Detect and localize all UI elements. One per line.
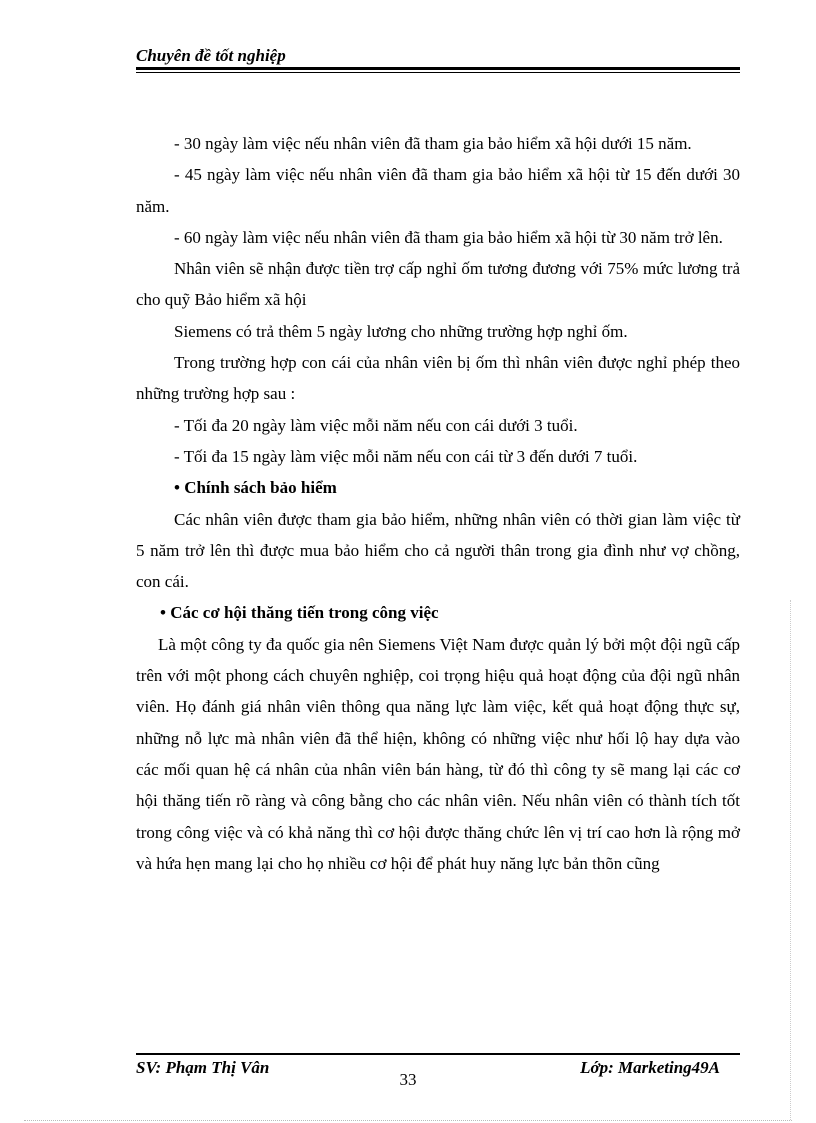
paragraph: - 45 ngày làm việc nếu nhân viên đã tham gia bảo hiểm xã hội từ 15 đến dưới 30 năm. — [136, 165, 740, 216]
paragraph: - 30 ngày làm việc nếu nhân viên đã tham gia bảo hiểm xã hội dưới 15 năm. — [174, 134, 692, 153]
section-heading: • Chính sách bảo hiểm — [174, 478, 337, 498]
paragraph: - Tối đa 15 ngày làm việc mỗi năm nếu con cái từ 3 đến dưới 7 tuổi. — [174, 446, 638, 466]
paragraph: Nhân viên sẽ nhận được tiền trợ cấp nghỉ ốm tương đương với 75% mức lương trả cho quỹ Bảo hiểm xã hội — [136, 259, 740, 310]
header-rule — [136, 67, 740, 70]
paragraph: Trong trường hợp con cái của nhân viên bị ốm thì nhân viên được nghỉ phép theo những trường hợp sau : — [136, 353, 740, 404]
body-text — [136, 128, 740, 879]
paragraph: - Tối đa 20 ngày làm việc mỗi năm nếu con cái dưới 3 tuổi. — [174, 415, 578, 435]
page-edge — [24, 1120, 792, 1121]
footer-student: SV: Phạm Thị Vân — [136, 1058, 270, 1077]
page-edge-side — [790, 600, 791, 1120]
section-heading: • Các cơ hội thăng tiến trong công việc — [160, 603, 439, 623]
paragraph: - 60 ngày làm việc nếu nhân viên đã tham gia bảo hiểm xã hội từ 30 năm trở lên. — [174, 227, 723, 247]
header-title: Chuyên đề tốt nghiệp — [136, 46, 286, 65]
paragraph: Siemens có trả thêm 5 ngày lương cho những trường hợp nghỉ ốm. — [174, 321, 628, 341]
page-number: 33 — [399, 1070, 417, 1089]
footer-rule — [136, 1053, 740, 1055]
paragraph: Là một công ty đa quốc gia nên Siemens Việt Nam được quản lý bởi một đội ngũ cấp trên với một phong cách chuyên nghiệp, coi trọng hiệu quả hoạt động của đội ngũ nhân viên. Họ đánh giá nhân viên thông qua năng lực làm việc, kết quả hoạt động thực sự, những nỗ lực mà nhân viên đã thể hiện, không có những việc như hối lộ hay dựa vào các mối quan hệ cá nhân của nhân viên bán hàng, từ đó thì công ty sẽ mang lại các cơ hội thăng tiến rõ ràng và công bằng cho các nhân viên. Nếu nhân viên có thành tích tốt trong công việc và có khả năng thì cơ hội được thăng chức lên vị trí cao hơn là rộng mở và hứa hẹn mang lại cho họ nhiều cơ hội để phát huy năng lực bản thõn cũng — [136, 634, 740, 873]
footer-class: Lớp: Marketing49A — [580, 1058, 720, 1077]
header-rule-thin — [136, 72, 740, 73]
paragraph: Các nhân viên được tham gia bảo hiểm, những nhân viên có thời gian làm việc từ 5 năm trở lên thì được mua bảo hiểm cho cả người thân trong gia đình như vợ chồng, con cái. — [136, 509, 740, 592]
